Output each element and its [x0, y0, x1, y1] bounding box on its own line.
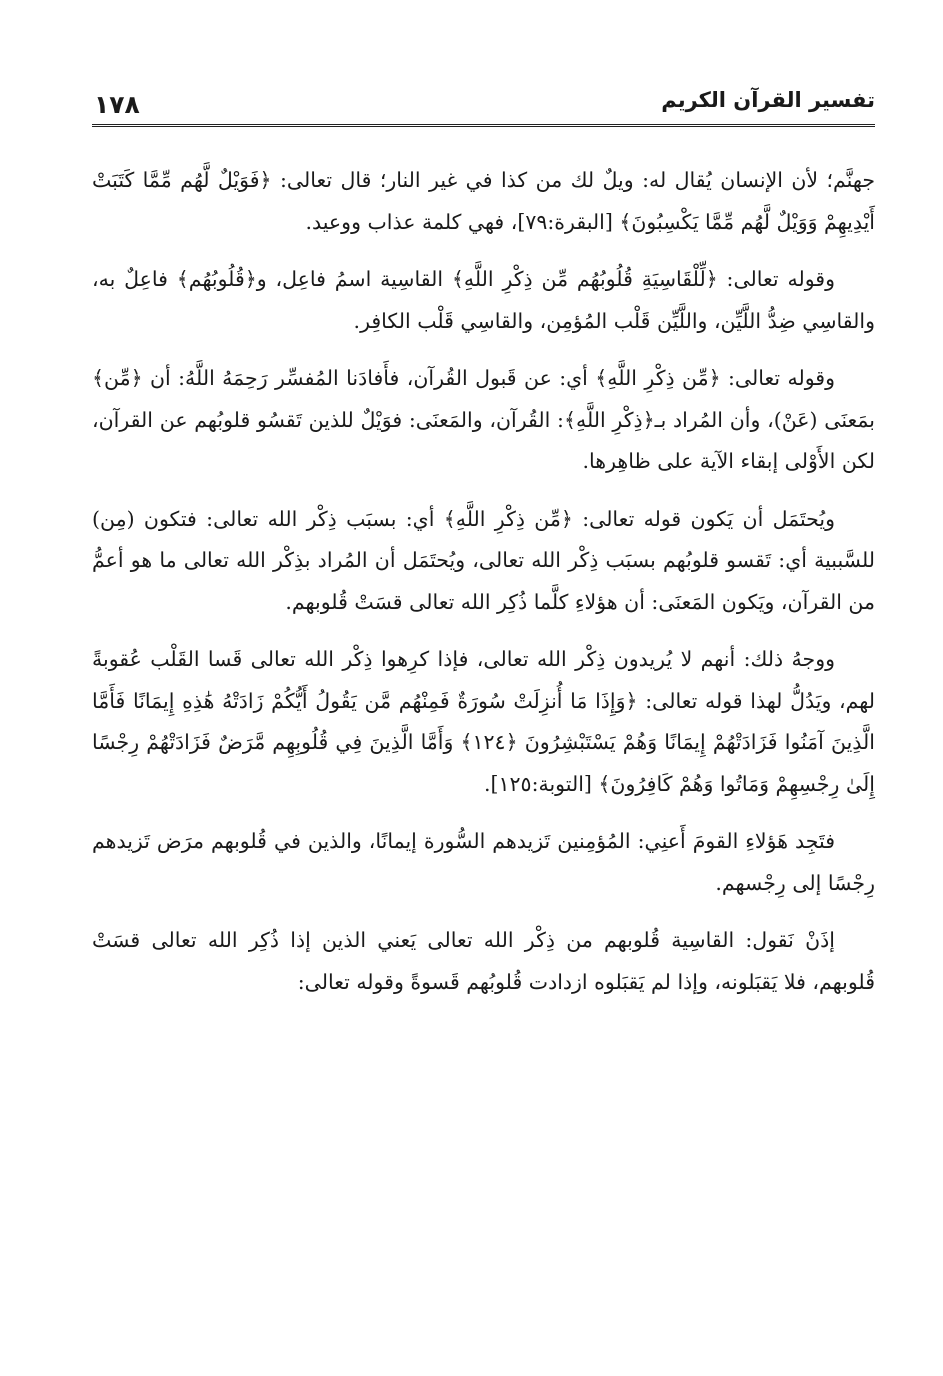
page-header [92, 84, 875, 127]
paragraph-1: جهنَّم؛ لأن الإنسان يُقال له: ويلٌ لك من كذا في غير النار؛ قال تعالى: ﴿فَوَيْلٌ لَّهُم مِّمَّا كَتَبَتْ أَيْدِيهِمْ وَوَيْلٌ لَّهُم مِّمَّا يَكْسِبُونَ﴾ [البقرة:٧٩]، فهي كلمة عذاب ووعيد. [92, 168, 875, 234]
page-body [92, 160, 875, 1019]
paragraph-5: ووجهُ ذلك: أنهم لا يُريدون ذِكْر الله تعالى، فإذا كرِهوا ذِكْر الله تعالى قَسا القَلْب عُقوبةً لهم، ويَدُلُّ لهذا قوله تعالى: ﴿وَإِذَا مَا أُنزِلَتْ سُورَةٌ فَمِنْهُم مَّن يَقُولُ أَيُّكُمْ زَادَتْهُ هَٰذِهِ إِيمَانًا فَأَمَّا الَّذِينَ آمَنُوا فَزَادَتْهُمْ إِيمَانًا وَهُمْ يَسْتَبْشِرُونَ ﴿١٢٤﴾ وَأَمَّا الَّذِينَ فِي قُلُوبِهِم مَّرَضٌ فَزَادَتْهُمْ رِجْسًا إِلَىٰ رِجْسِهِمْ وَمَاتُوا وَهُمْ كَافِرُونَ﴾ [التوبة:١٢٥]. [92, 647, 875, 796]
paragraph-3: وقوله تعالى: ﴿مِّن ذِكْرِ اللَّهِ﴾ أي: عن قَبول القُرآن، فأَفادَنا المُفسِّر رَحِمَهُ اللَّهُ: أن ﴿مِّن﴾ بمَعنَى (عَنْ)، وأن المُراد بـ﴿ذِكْرِ اللَّهِ﴾: القُرآن، والمَعنَى: فوَيْلٌ للذين تَقسُو قلوبُهم عن القرآن، لكن الأَوْلى إبقاء الآية على ظاهِرها. [92, 366, 875, 473]
paragraph-4: ويُحتَمَل أن يَكون قوله تعالى: ﴿مِّن ذِكْرِ اللَّهِ﴾ أي: بسبَب ذِكْر الله تعالى: فتكون (مِن) للسَّببية أي: تَقسو قلوبُهم بسبَب ذِكْر الله تعالى، ويُحتَمَل أن المُراد بذِكْر الله تعالى ما هو أعمُّ من القرآن، ويَكون المَعنَى: أن هؤلاءِ كلَّما ذُكِر الله تعالى قسَتْ قُلوبهم. [92, 506, 875, 614]
paragraph-6: فتَجِد هَؤلاءِ القومَ أَعنِي: المُؤمِنين تَزيدهم السُّورة إيمانًا، والذين في قُلوبهم مرَض تَزيدهم رِجْسًا إلى رِجْسهم. [92, 829, 875, 895]
book-title: تفسير القرآن الكريم [661, 88, 875, 112]
paragraph-2: وقوله تعالى: ﴿لِّلْقَاسِيَةِ قُلُوبُهُم مِّن ذِكْرِ اللَّهِ﴾ القاسِية اسمُ فاعِل، و﴿قُلُوبُهُم﴾ فاعِلٌ به، والقاسِي ضِدُّ اللَّيِّن، واللَّيِّن قَلْب المُؤمِن، والقاسِي قَلْب الكافِر. [92, 267, 875, 333]
paragraph-7: إذَنْ نَقول: القاسِية قُلوبهم من ذِكْر الله تعالى يَعني الذين إذا ذُكِر الله تعالى قسَتْ قُلوبهم، فلا يَقبَلونه، وإذا لم يَقبَلوه ازدادت قُلوبُهم قَسوةً وقوله تعالى: [92, 928, 875, 994]
page-number: ١٧٨ [94, 90, 140, 119]
